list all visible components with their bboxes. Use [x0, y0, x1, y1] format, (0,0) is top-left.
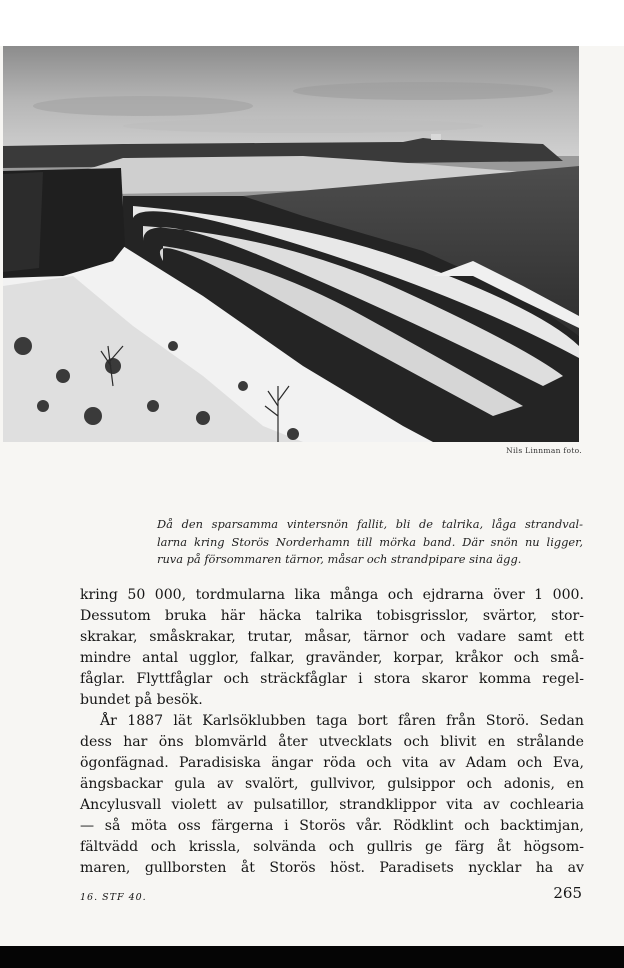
- caption-line: ruva på försommaren tärnor, måsar och strandpipare sina ägg.: [157, 552, 522, 566]
- text-line: bundet på besök.: [80, 692, 203, 708]
- text-line: kring 50 000, tordmularna lika många och ejdrarna över 1 000.: [80, 587, 584, 603]
- photo-caption: [157, 516, 583, 569]
- text-line: skrakar, småskrakar, trutar, måsar, tärnor och vadare samt ett: [80, 629, 584, 645]
- text-line: Dessutom bruka här häcka talrika tobisgrisslor, svärtor, stor-: [80, 608, 584, 624]
- text-line: Ancylusvall violett av pulsatillor, strandklippor vita av cochlearia: [80, 797, 584, 813]
- text-line: fåglar. Flyttfåglar och sträckfåglar i stora skaror komma regel-: [80, 671, 584, 687]
- text-line: dess har öns blomvärld åter utvecklats och blivit en strålande: [80, 734, 584, 750]
- photo-credit: Nils Linnman foto.: [506, 446, 582, 455]
- printer-signature: 16. STF 40.: [80, 892, 147, 903]
- landscape-photo: [3, 46, 579, 442]
- text-line: maren, gullborsten åt Storös höst. Paradisets nycklar ha av: [80, 860, 584, 876]
- caption-line: larna kring Storös Norderhamn till mörka band. Där snön nu ligger,: [157, 534, 583, 549]
- text-line: mindre antal ugglor, falkar, gravänder, korpar, kråkor och små-: [80, 650, 584, 666]
- top-margin: [0, 0, 624, 46]
- text-line: — så möta oss färgerna i Storös vår. Rödklint och backtimjan,: [80, 818, 584, 834]
- text-line: ängsbackar gula av svalört, gullvivor, gulsippor och adonis, en: [80, 776, 584, 792]
- text-line: År 1887 lät Karlsöklubben taga bort fåren från Storö. Sedan: [100, 713, 584, 729]
- body-text: [80, 585, 584, 879]
- page-number: 265: [553, 884, 582, 902]
- bottom-edge: [0, 946, 624, 968]
- caption-line: Då den sparsamma vintersnön fallit, bli de talrika, låga strandval-: [157, 517, 583, 531]
- photo-illustration: [3, 46, 579, 442]
- text-line: ögonfägnad. Paradisiska ängar röda och vita av Adam och Eva,: [80, 755, 584, 771]
- text-line: fältvädd och krissla, solvända och gullris ge färg åt högsom-: [80, 839, 584, 855]
